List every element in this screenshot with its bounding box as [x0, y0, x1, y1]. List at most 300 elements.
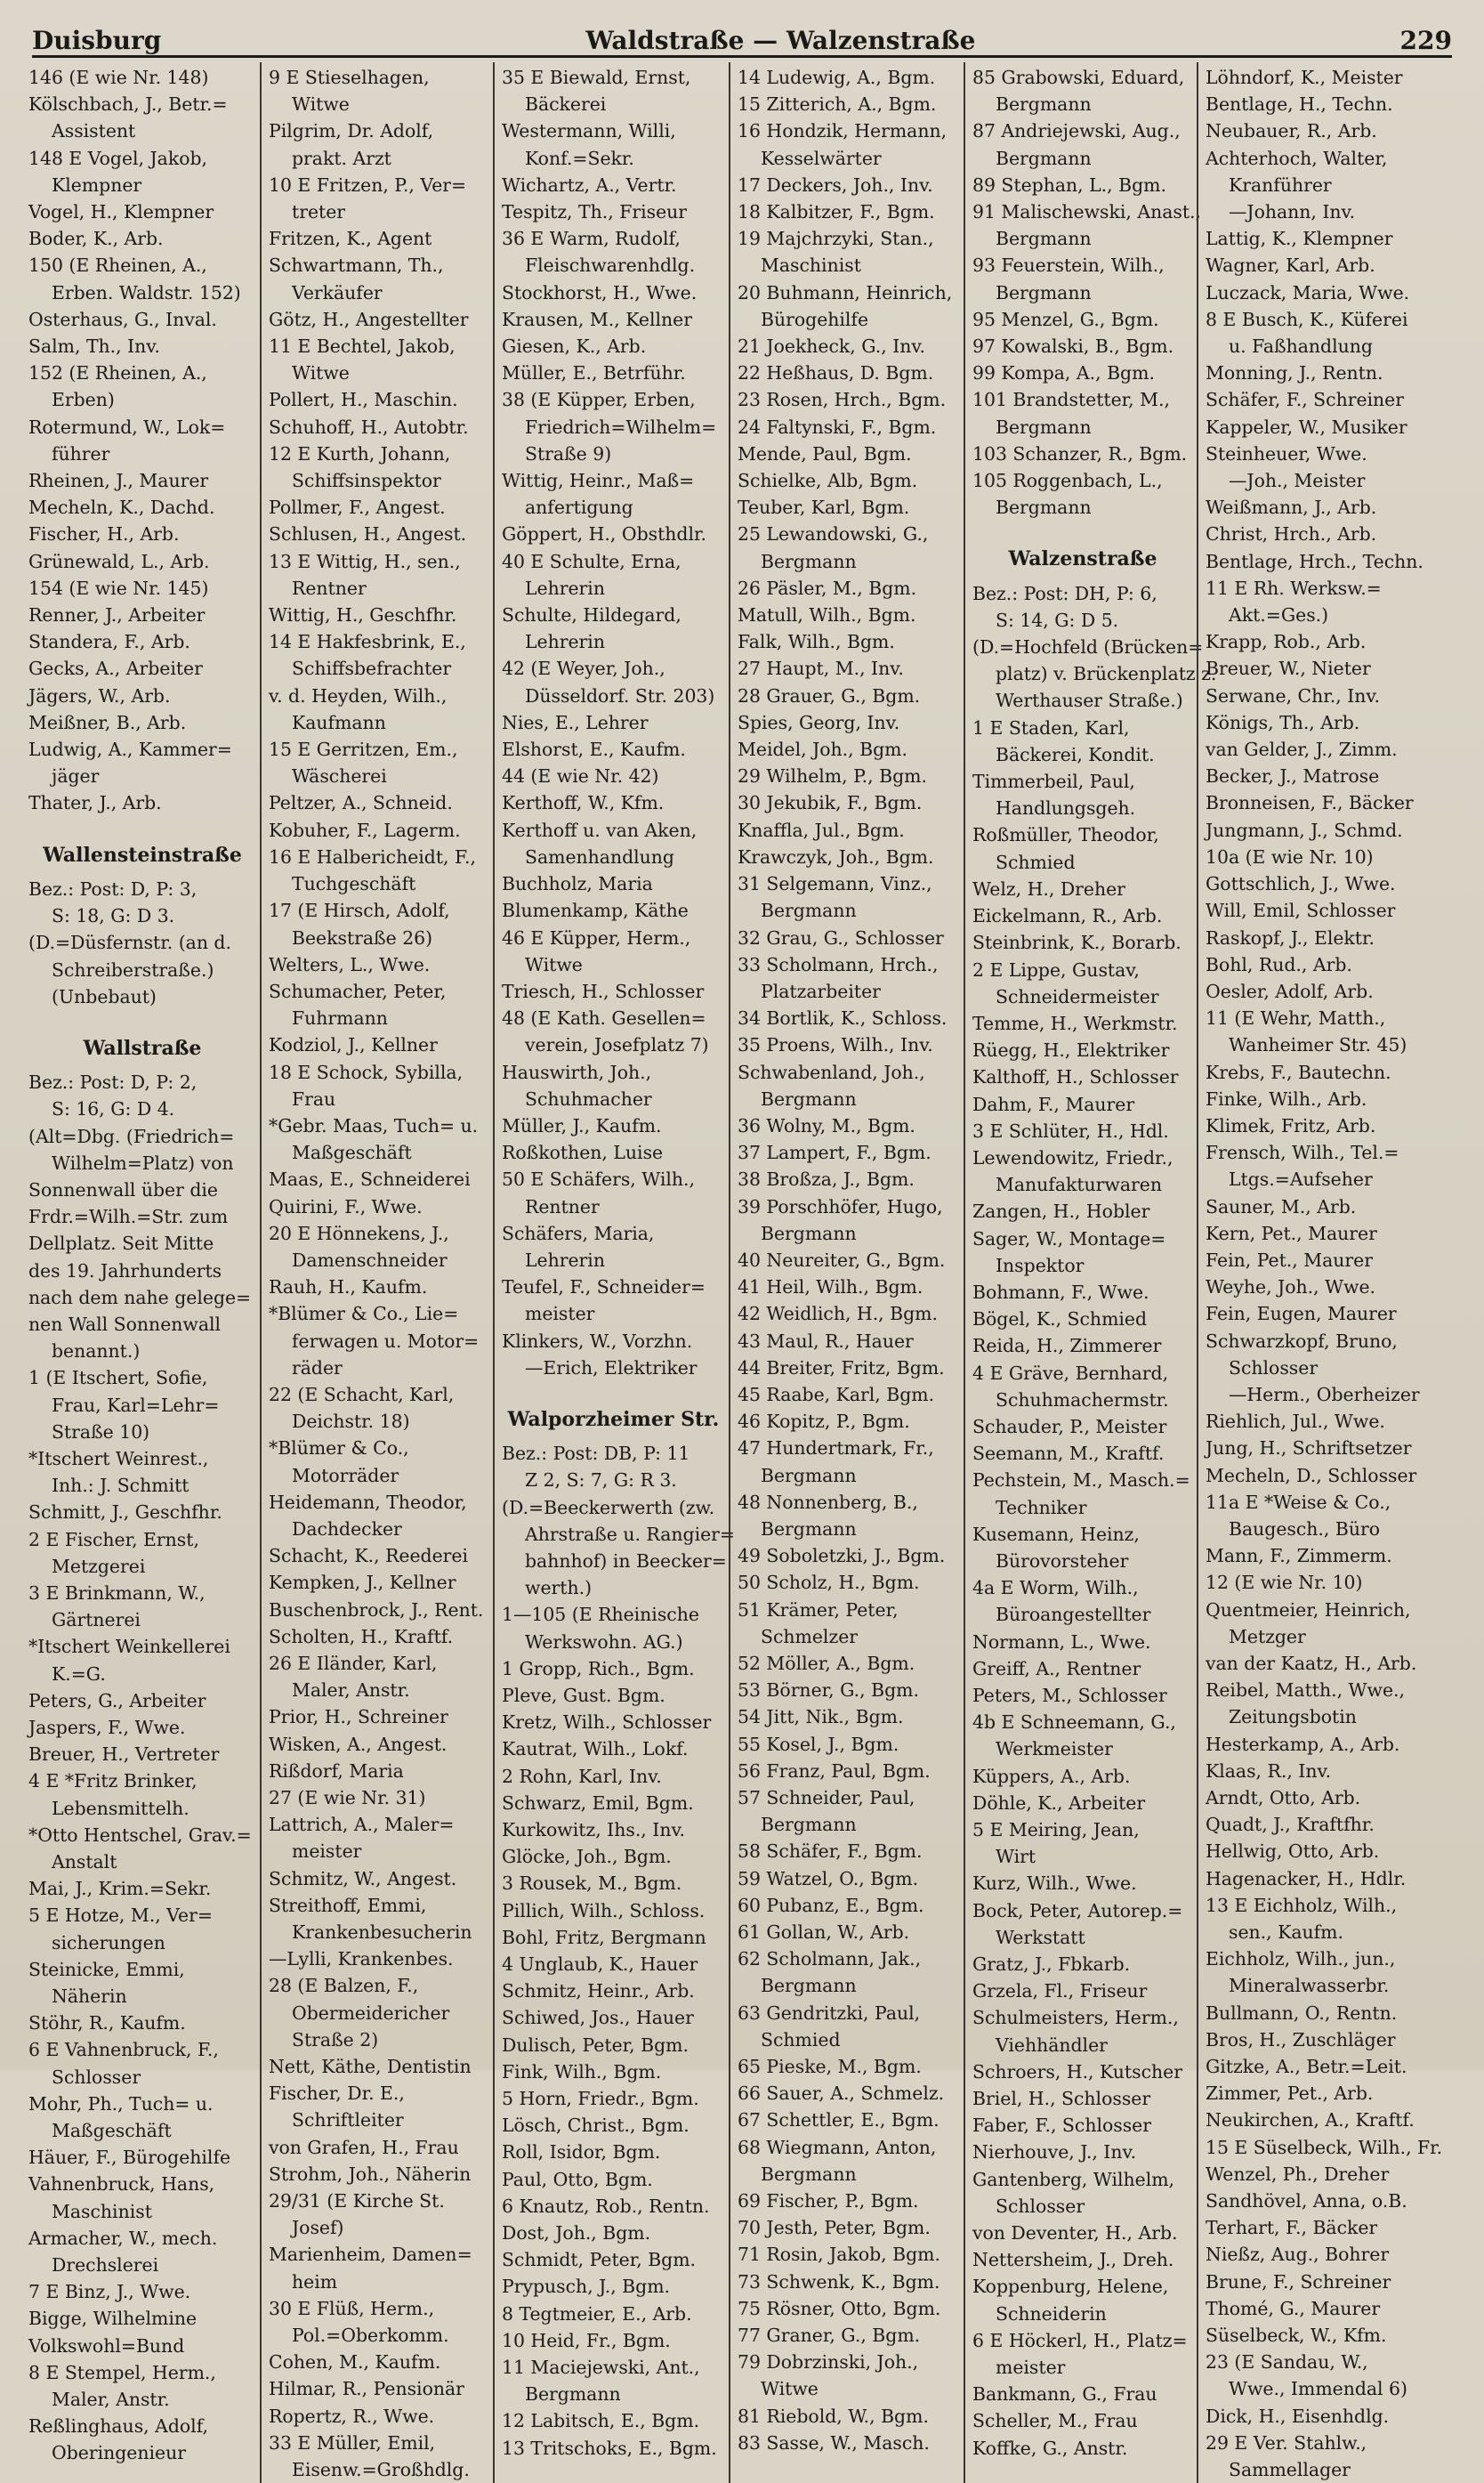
directory-entry-line: Erben. Waldstr. 152)	[52, 281, 241, 303]
directory-entry-line: sen., Kaufm.	[1229, 1921, 1343, 1944]
directory-entry-line: Kurkowitz, Ihs., Inv.	[502, 1819, 686, 1840]
directory-entry-line: Maas, E., Schneiderei	[269, 1169, 471, 1191]
directory-entry-line: 17 Deckers, Joh., Inv.	[738, 174, 933, 196]
directory-entry-line: Kölschbach, J., Betr.=	[28, 93, 228, 116]
directory-entry-line: —Erich, Elektriker	[525, 1356, 698, 1379]
directory-entry-line: Sandhövel, Anna, o.B.	[1206, 2190, 1407, 2212]
directory-entry-line: 56 Franz, Paul, Bgm.	[738, 1759, 931, 1782]
directory-entry-line: Bergmann	[761, 550, 857, 572]
directory-entry-line: (Unbebaut)	[52, 985, 157, 1007]
directory-entry-line: Scheller, M., Frau	[972, 2410, 1138, 2432]
directory-entry-line: Bullmann, O., Rentn.	[1206, 2002, 1398, 2024]
directory-entry-line: Bäckerei	[525, 93, 607, 116]
directory-entry-line: platz) v. Brückenplatz z.	[996, 663, 1217, 685]
directory-entry-line: 22 Heßhaus, D. Bgm.	[738, 362, 934, 384]
directory-entry-line: Handlungsgeh.	[996, 797, 1136, 820]
directory-entry-line: Raskopf, J., Elektr.	[1206, 926, 1375, 949]
directory-entry-line: 3 Rousek, M., Bgm.	[502, 1872, 682, 1895]
directory-entry-line: 48 Nonnenberg, B.,	[738, 1491, 918, 1513]
directory-entry-line: Bohl, Fritz, Bergmann	[502, 1926, 706, 1948]
directory-entry-line: Bergmann	[761, 1464, 857, 1486]
directory-entry-line: Werkmeister	[996, 1738, 1113, 1760]
directory-entry-line: Teufel, F., Schneider=	[502, 1276, 706, 1298]
directory-entry-line: Viehhändler	[996, 2034, 1108, 2056]
directory-entry-line: meister	[996, 2357, 1066, 2379]
directory-entry-line: Kusemann, Heinz,	[972, 1523, 1140, 1545]
directory-entry-line: Frau	[292, 1088, 336, 1110]
directory-entry-line: 44 (E wie Nr. 42)	[502, 765, 659, 788]
directory-entry-line: Bez.: Post: D, P: 3,	[28, 878, 198, 900]
directory-entry-line: Vahnenbruck, Hans,	[28, 2173, 215, 2196]
directory-entry-line: Kerthoff, W., Kfm.	[502, 792, 665, 814]
directory-entry-line: 20 Buhmann, Heinrich,	[738, 281, 953, 303]
directory-entry-line: Breuer, H., Vertreter	[28, 1743, 220, 1766]
directory-entry-line: Schulmeisters, Herm.,	[972, 2007, 1179, 2029]
directory-entry-line: 42 Weidlich, H., Bgm.	[738, 1303, 939, 1325]
directory-entry-line: 29/31 (E Kirche St.	[269, 2190, 445, 2212]
directory-columns	[27, 62, 1457, 2481]
directory-entry-line: Hauswirth, Joh.,	[502, 1061, 652, 1083]
directory-entry-line: Schuhmachermstr.	[996, 1388, 1169, 1411]
directory-entry-line: Salm, Th., Inv.	[28, 336, 160, 358]
directory-entry-line: Müller, J., Kaufm.	[502, 1114, 662, 1136]
directory-entry-line: nen Wall Sonnenwall	[28, 1313, 222, 1335]
directory-entry-line: 67 Schettler, E., Bgm.	[738, 2109, 940, 2131]
directory-entry-line: Tespitz, Th., Friseur	[502, 201, 688, 223]
directory-entry-line: Quirini, F., Wwe.	[269, 1195, 423, 1217]
directory-entry-line: Schlosser	[1229, 1356, 1319, 1379]
directory-entry-line: Kautrat, Wilh., Lokf.	[502, 1738, 689, 1760]
directory-entry-line: 103 Schanzer, R., Bgm.	[972, 442, 1188, 465]
directory-entry-line: Reßlinghaus, Adolf,	[28, 2415, 208, 2438]
directory-entry-line: Wenzel, Ph., Dreher	[1206, 2163, 1390, 2185]
directory-entry-line: 22 (E Schacht, Karl,	[269, 1383, 455, 1405]
directory-entry-line: Maßgeschäft	[292, 1142, 412, 1164]
directory-entry-line: Bergmann	[525, 2383, 621, 2406]
directory-entry-line: Kaufmann	[292, 711, 386, 733]
directory-entry-line: Bez.: Post: DH, P: 6,	[972, 582, 1157, 604]
directory-entry-line: 81 Riebold, W., Bgm.	[738, 2405, 929, 2427]
directory-entry-line: anfertigung	[525, 497, 633, 519]
directory-entry-line: Fleischwarenhdlg.	[525, 255, 696, 277]
directory-entry-line: 71 Rosin, Jakob, Bgm.	[738, 2244, 940, 2266]
directory-entry-line: 33 E Müller, Emil,	[269, 2431, 436, 2454]
directory-entry-line: Meißner, B., Arb.	[28, 711, 187, 733]
directory-entry-line: Terhart, F., Bäcker	[1206, 2217, 1378, 2239]
directory-entry-line: Hilmar, R., Pensionär	[269, 2378, 464, 2400]
directory-entry-line: Meidel, Joh., Bgm.	[738, 739, 907, 761]
directory-entry-line: Bürovorsteher	[996, 1549, 1129, 1572]
directory-entry-line: 35 Proens, Wilh., Inv.	[738, 1034, 933, 1056]
directory-entry-line: Büroangestellter	[996, 1604, 1151, 1626]
directory-entry-line: Bergmann	[996, 228, 1092, 250]
directory-entry-line: 23 (E Sandau, W.,	[1206, 2351, 1368, 2374]
directory-entry-line: Krawczyk, Joh., Bgm.	[738, 845, 934, 868]
directory-entry-line: Fein, Eugen, Maurer	[1206, 1303, 1397, 1325]
directory-entry-line: Platzarbeiter	[761, 980, 881, 1002]
directory-entry-line: Deichstr. 18)	[292, 1411, 410, 1433]
directory-entry-line: 16 E Halbericheidt, F.,	[269, 845, 476, 868]
directory-entry-line: 75 Rösner, Otto, Bgm.	[738, 2297, 941, 2319]
directory-entry-line: Arndt, Otto, Arb.	[1206, 1787, 1361, 1808]
directory-entry-line: Ludwig, A., Kammer=	[28, 739, 232, 761]
directory-entry-line: 6 Knautz, Rob., Rentn.	[502, 2195, 710, 2217]
directory-entry-line: 6 E Vahnenbruck, F.,	[28, 2039, 219, 2061]
directory-entry-line: 58 Schäfer, F., Bgm.	[738, 1840, 923, 1863]
directory-entry-line: Roll, Isidor, Bgm.	[502, 2141, 661, 2164]
directory-entry-line: Jung, H., Schriftsetzer	[1206, 1437, 1412, 1460]
directory-entry-line: Schuhoff, H., Autobtr.	[269, 416, 469, 438]
directory-entry-line: S: 14, G: D 5.	[996, 609, 1119, 631]
directory-entry-line: Rotermund, W., Lok=	[28, 416, 226, 438]
directory-entry-line: 12 (E wie Nr. 10)	[1206, 1572, 1363, 1594]
directory-entry-line: nach dem nahe gelege=	[28, 1286, 252, 1308]
directory-entry-line: Gärtnerei	[52, 1609, 141, 1631]
directory-entry-line: Bergmann	[761, 1517, 857, 1540]
directory-entry-line: Standera, F., Arb.	[28, 631, 190, 653]
directory-entry-line: Mende, Paul, Bgm.	[738, 442, 912, 465]
directory-entry-line: Giesen, K., Arb.	[502, 336, 647, 358]
directory-entry-line: Timmerbeil, Paul,	[972, 771, 1135, 793]
directory-entry-line: Maler, Anstr.	[52, 2389, 170, 2411]
directory-entry-line: Götz, H., Angestellter	[269, 308, 469, 330]
directory-entry-line: Reida, H., Zimmerer	[972, 1335, 1162, 1357]
directory-entry-line: von Grafen, H., Frau	[269, 2136, 459, 2158]
directory-entry-line: 13 E Wittig, H., sen.,	[269, 550, 461, 572]
page-number: 229	[1399, 26, 1452, 55]
directory-entry-line: Bronneisen, F., Bäcker	[1206, 792, 1414, 814]
directory-entry-line: Sager, W., Montage=	[972, 1227, 1166, 1250]
directory-entry-line: 31 Selgemann, Vinz.,	[738, 873, 932, 895]
directory-entry-line: 152 (E Rheinen, A.,	[28, 362, 207, 384]
directory-entry-line: Steinbrink, K., Borarb.	[972, 932, 1182, 954]
directory-entry-line: Bohmann, F., Wwe.	[972, 1281, 1149, 1303]
directory-entry-line: 66 Sauer, A., Schmelz.	[738, 2083, 945, 2105]
directory-entry-line: Mai, J., Krim.=Sekr.	[28, 1878, 212, 1900]
directory-entry-line: Osterhaus, G., Inval.	[28, 308, 217, 330]
directory-entry-line: 21 Joekheck, G., Inv.	[738, 336, 926, 358]
directory-entry-line: Werkswohn. AG.)	[525, 1630, 683, 1653]
directory-entry-line: Bock, Peter, Autorep.=	[972, 1899, 1183, 1921]
directory-entry-line: Zeitungsbotin	[1229, 1706, 1357, 1728]
directory-entry-line: Schwartmann, Th.,	[269, 255, 444, 277]
directory-entry-line: Lattrich, A., Maler=	[269, 1814, 455, 1836]
directory-entry-line: Bergmann	[996, 497, 1092, 519]
directory-entry-line: Elshorst, E., Kaufm.	[502, 739, 686, 761]
directory-entry-line: Straße 2)	[292, 2028, 379, 2050]
directory-entry-line: Z 2, S: 7, G: R 3.	[525, 1469, 677, 1492]
directory-entry-line: Pillich, Wilh., Schloss.	[502, 1899, 706, 1921]
directory-entry-line: Dellplatz. Seit Mitte	[28, 1233, 214, 1255]
directory-entry-line: 40 E Schulte, Erna,	[502, 550, 682, 572]
directory-entry-line: Zimmer, Pet., Arb.	[1206, 2083, 1374, 2105]
directory-entry-line: 2 E Lippe, Gustav,	[972, 958, 1140, 981]
directory-entry-line: 150 (E Rheinen, A.,	[28, 255, 207, 277]
directory-entry-line: heim	[292, 2270, 338, 2293]
directory-entry-line: (D.=Hochfeld (Brücken=	[972, 636, 1204, 659]
directory-entry-line: Mann, F., Zimmerm.	[1206, 1545, 1392, 1567]
column-4	[729, 62, 964, 2483]
directory-entry-line: 46 Kopitz, P., Bgm.	[738, 1411, 910, 1433]
directory-entry-line: 63 Gendritzki, Paul,	[738, 2002, 921, 2024]
directory-entry-line: 28 (E Balzen, F.,	[269, 1975, 419, 1997]
directory-entry-line: 148 E Vogel, Jakob,	[28, 147, 207, 169]
directory-entry-line: Strohm, Joh., Näherin	[269, 2163, 472, 2185]
directory-entry-line: Pol.=Oberkomm.	[292, 2325, 449, 2347]
directory-entry-line: Maler, Anstr.	[292, 1679, 410, 1702]
directory-entry-line: Wisken, A., Angest.	[269, 1733, 448, 1755]
directory-entry-line: 89 Stephan, L., Bgm.	[972, 174, 1166, 196]
directory-entry-line: Rheinen, J., Maurer	[28, 470, 209, 492]
directory-entry-line: Vogel, H., Klempner	[28, 201, 214, 223]
directory-entry-line: 13 Tritschoks, E., Bgm.	[502, 2437, 717, 2459]
directory-entry-line: Jaspers, F., Wwe.	[28, 1716, 186, 1738]
directory-entry-line: Drechslerei	[52, 2254, 159, 2277]
directory-entry-line: Königs, Th., Arb.	[1206, 711, 1360, 733]
directory-entry-line: Lattig, K., Klempner	[1206, 228, 1393, 250]
directory-entry-line: 4 E Gräve, Bernhard,	[972, 1362, 1169, 1384]
directory-entry-line: 45 Raabe, Karl, Bgm.	[738, 1383, 935, 1405]
directory-entry-line: Welz, H., Dreher	[972, 878, 1125, 900]
directory-entry-line: Fischer, H., Arb.	[28, 523, 180, 546]
directory-entry-line: Rißdorf, Maria	[269, 1759, 404, 1782]
directory-entry-line: 10 E Fritzen, P., Ver=	[269, 174, 467, 196]
directory-entry-line: räder	[292, 1356, 343, 1379]
directory-entry-line: Peters, G., Arbeiter	[28, 1689, 206, 1711]
directory-entry-line: Witwe	[292, 362, 350, 384]
directory-entry-line: Inh.: J. Schmitt	[52, 1475, 190, 1497]
directory-entry-line: Friedrich=Wilhelm=	[525, 416, 717, 438]
directory-entry-line: Weißmann, J., Arb.	[1206, 497, 1377, 519]
directory-entry-line: Zangen, H., Hobler	[972, 1201, 1150, 1223]
directory-entry-line: Schmelzer	[761, 1625, 859, 1647]
directory-entry-line: Witwe	[525, 953, 583, 975]
directory-entry-line: Hagenacker, H., Hdlr.	[1206, 1867, 1407, 1889]
directory-entry-line: Bergmann	[996, 93, 1092, 116]
directory-entry-line: Gottschlich, J., Wwe.	[1206, 873, 1396, 895]
directory-entry-line: Rüegg, H., Elektriker	[972, 1039, 1170, 1062]
directory-entry-line: Küppers, A., Arb.	[972, 1765, 1131, 1787]
directory-entry-line: Pechstein, M., Masch.=	[972, 1469, 1190, 1492]
directory-entry-line: —Herm., Oberheizer	[1229, 1383, 1420, 1405]
directory-entry-line: u. Faßhandlung	[1229, 336, 1373, 358]
directory-entry-line: Kempken, J., Kellner	[269, 1572, 456, 1594]
directory-entry-line: 26 E Iländer, Karl,	[269, 1652, 438, 1674]
directory-entry-line: Nießz, Aug., Bohrer	[1206, 2244, 1390, 2266]
directory-entry-line: Anstalt	[52, 1851, 117, 1872]
directory-entry-line: Klinkers, W., Vorzhn.	[502, 1330, 693, 1352]
directory-entry-line: Bergmann	[761, 1222, 857, 1244]
directory-entry-line: Mecheln, D., Schlosser	[1206, 1464, 1417, 1486]
directory-entry-line: Bergmann	[996, 147, 1092, 169]
directory-entry-line: Teuber, Karl, Bgm.	[738, 497, 910, 519]
directory-entry-line: Kobuher, F., Lagerm.	[269, 819, 461, 841]
street-heading: Wallstraße	[83, 1036, 202, 1060]
directory-entry-line: Wäscherei	[292, 765, 387, 788]
directory-entry-line: 38 Broßza, J., Bgm.	[738, 1169, 915, 1191]
directory-entry-line: Schwabenland, Joh.,	[738, 1061, 925, 1083]
directory-entry-line: 91 Malischewski, Anast.,	[972, 201, 1201, 223]
directory-entry-line: Häuer, F., Bürogehilfe	[28, 2147, 231, 2169]
directory-entry-line: 10 Heid, Fr., Bgm.	[502, 2329, 671, 2351]
directory-entry-line: 49 Soboletzki, J., Bgm.	[738, 1545, 946, 1567]
directory-entry-line: 61 Gollan, W., Arb.	[738, 1921, 910, 1944]
directory-entry-line: Dulisch, Peter, Bgm.	[502, 2034, 689, 2056]
directory-entry-line: Finke, Wilh., Arb.	[1206, 1088, 1367, 1110]
directory-entry-line: 36 E Warm, Rudolf,	[502, 228, 681, 250]
directory-entry-line: Bohl, Rud., Arb.	[1206, 953, 1352, 975]
directory-entry-line: 73 Schwenk, K., Bgm.	[738, 2270, 940, 2293]
directory-entry-line: Schacht, K., Reederei	[269, 1545, 469, 1567]
directory-entry-line: Mineralwasserbr.	[1229, 1975, 1390, 1997]
directory-entry-line: Techniker	[996, 1496, 1087, 1518]
directory-entry-line: von Deventer, H., Arb.	[972, 2222, 1178, 2244]
directory-entry-line: Bögel, K., Schmied	[972, 1308, 1148, 1330]
directory-entry-line: 44 Breiter, Fritz, Bgm.	[738, 1356, 945, 1379]
directory-entry-line: Seemann, M., Kraftf.	[972, 1443, 1165, 1465]
directory-entry-line: Falk, Wilh., Bgm.	[738, 631, 895, 653]
directory-entry-line: Oberingenieur	[52, 2442, 186, 2464]
directory-entry-line: Schiffsinspektor	[292, 470, 441, 492]
directory-entry-line: Matull, Wilh., Bgm.	[738, 604, 916, 627]
directory-entry-line: 4a E Worm, Wilh.,	[972, 1577, 1139, 1599]
directory-entry-line: Cohen, M., Kaufm.	[269, 2351, 441, 2374]
directory-entry-line: Thater, J., Arb.	[28, 792, 162, 814]
directory-entry-line: 8 E Stempel, Herm.,	[28, 2361, 216, 2383]
directory-entry-line: Neukirchen, A., Kraftf.	[1206, 2109, 1415, 2131]
directory-entry-line: Eickelmann, R., Arb.	[972, 905, 1163, 927]
directory-entry-line: 27 Haupt, M., Inv.	[738, 658, 904, 680]
directory-entry-line: Verkäufer	[292, 281, 383, 303]
directory-entry-line: Gantenberg, Wilhelm,	[972, 2168, 1175, 2190]
directory-entry-line: 105 Roggenbach, L.,	[972, 470, 1163, 492]
directory-entry-line: 7 E Binz, J., Wwe.	[28, 2281, 191, 2303]
directory-entry-line: Bergmann	[996, 281, 1092, 303]
directory-entry-line: Schmitz, W., Angest.	[269, 1867, 457, 1889]
directory-entry-line: bahnhof) in Beecker=	[525, 1549, 727, 1572]
directory-entry-line: Süselbeck, W., Kfm.	[1206, 2325, 1387, 2347]
directory-entry-line: Glöcke, Joh., Bgm.	[502, 1846, 672, 1868]
directory-entry-line: 4 Unglaub, K., Hauer	[502, 1953, 698, 1976]
directory-entry-line: Knaffla, Jul., Bgm.	[738, 819, 905, 841]
directory-entry-line: 47 Hundertmark, Fr.,	[738, 1437, 934, 1460]
directory-entry-line: 43 Maul, R., Hauer	[738, 1330, 914, 1352]
directory-entry-line: Witwe	[761, 2378, 819, 2400]
directory-entry-line: Grzela, Fl., Friseur	[972, 1980, 1148, 2002]
directory-entry-line: 2 Rohn, Karl, Inv.	[502, 1765, 662, 1787]
directory-entry-line: 30 Jekubik, F., Bgm.	[738, 792, 923, 814]
directory-entry-line: *Otto Hentschel, Grav.=	[28, 1824, 252, 1846]
directory-entry-line: 28 Grauer, G., Bgm.	[738, 684, 921, 707]
directory-entry-line: Schumacher, Peter,	[269, 980, 447, 1002]
directory-entry-line: Bentlage, Hrch., Techn.	[1206, 550, 1424, 572]
directory-entry-line: Kesselwärter	[761, 147, 882, 169]
directory-entry-line: 38 (E Küpper, Erben,	[502, 389, 696, 411]
directory-entry-line: 99 Kompa, A., Bgm.	[972, 362, 1155, 384]
directory-entry-line: Lebensmittelh.	[52, 1797, 190, 1819]
directory-entry-line: Neubauer, R., Arb.	[1206, 120, 1377, 142]
directory-entry-line: 1 Gropp, Rich., Bgm.	[502, 1657, 695, 1679]
directory-entry-line: Schneiderin	[996, 2302, 1107, 2325]
directory-entry-line: 146 (E wie Nr. 148)	[28, 67, 209, 88]
directory-entry-line: 12 Labitsch, E., Bgm.	[502, 2410, 700, 2432]
directory-entry-line: Wanheimer Str. 45)	[1229, 1034, 1407, 1056]
directory-entry-line: Boder, K., Arb.	[28, 228, 164, 250]
directory-entry-line: Krebs, F., Bautechn.	[1206, 1061, 1391, 1083]
directory-entry-line: Schreiberstraße.)	[52, 958, 214, 981]
directory-entry-line: 14 E Hakfesbrink, E.,	[269, 631, 466, 653]
page-header	[32, 20, 1452, 58]
directory-entry-line: Schiwed, Jos., Hauer	[502, 2007, 694, 2029]
directory-entry-line: Schmidt, Peter, Bgm.	[502, 2249, 697, 2271]
directory-entry-line: Faber, F., Schlosser	[972, 2115, 1151, 2137]
directory-entry-line: Eisenw.=Großhdlg.	[292, 2459, 470, 2481]
directory-entry-line: 83 Sasse, W., Masch.	[738, 2431, 930, 2454]
directory-entry-line: Schwarz, Emil, Bgm.	[502, 1791, 694, 1814]
directory-entry-line: 18 E Schock, Sybilla,	[269, 1061, 464, 1083]
column-3	[493, 62, 736, 2483]
directory-entry-line: 14 Ludewig, A., Bgm.	[738, 67, 936, 88]
directory-entry-line: Fink, Wilh., Bgm.	[502, 2060, 662, 2083]
directory-entry-line: Bergmann	[761, 900, 857, 922]
directory-entry-line: Klimek, Fritz, Arb.	[1206, 1114, 1376, 1136]
directory-entry-line: Wittig, Heinr., Maß=	[502, 470, 695, 492]
directory-entry-line: Lehrerin	[525, 577, 605, 599]
directory-entry-line: Bergmann	[761, 1814, 857, 1836]
directory-entry-line: Samenhandlung	[525, 845, 674, 868]
directory-entry-line: 40 Neureiter, G., Bgm.	[738, 1249, 946, 1271]
directory-entry-line: Marienheim, Damen=	[269, 2244, 472, 2266]
directory-entry-line: Witwe	[292, 93, 350, 116]
directory-entry-line: Schwarzkopf, Bruno,	[1206, 1330, 1398, 1352]
directory-entry-line: Fritzen, K., Agent	[269, 228, 432, 250]
directory-entry-line: Kerthoff u. van Aken,	[502, 819, 698, 841]
directory-entry-line: 77 Graner, G., Bgm.	[738, 2325, 921, 2347]
directory-entry-line: 85 Grabowski, Eduard,	[972, 67, 1185, 88]
directory-entry-line: Bürogehilfe	[761, 308, 869, 330]
directory-entry-line: 69 Fischer, P., Bgm.	[738, 2190, 919, 2212]
directory-entry-line: meister	[292, 1840, 362, 1863]
directory-entry-line: *Itschert Weinrest.,	[28, 1447, 209, 1469]
directory-entry-line: Reibel, Matth., Wwe.,	[1206, 1679, 1405, 1702]
directory-entry-line: 15 E Süselbeck, Wilh., Fr.	[1206, 2136, 1443, 2158]
directory-entry-line: 20 E Hönnekens, J.,	[269, 1222, 449, 1244]
directory-entry-line: Weyhe, Joh., Wwe.	[1206, 1276, 1376, 1298]
directory-entry-line: Schmied	[761, 2028, 841, 2050]
directory-entry-line: verein, Josefplatz 7)	[525, 1034, 709, 1056]
directory-entry-line: Kodziol, J., Kellner	[269, 1034, 438, 1056]
directory-entry-line: Monning, J., Rentn.	[1206, 362, 1383, 384]
directory-entry-line: 87 Andriejewski, Aug.,	[972, 120, 1181, 142]
directory-entry-line: Kappeler, W., Musiker	[1206, 416, 1407, 438]
directory-entry-line: van Gelder, J., Zimm.	[1206, 739, 1398, 761]
directory-entry-line: Gitzke, A., Betr.=Leit.	[1206, 2056, 1407, 2078]
directory-entry-line: Kretz, Wilh., Schlosser	[502, 1711, 712, 1734]
directory-entry-line: Nettersheim, J., Dreh.	[972, 2249, 1174, 2271]
directory-entry-line: Buschenbrock, J., Rent.	[269, 1598, 484, 1621]
street-heading: Walzenstraße	[1008, 547, 1157, 571]
directory-entry-line: Akt.=Ges.)	[1229, 604, 1329, 627]
directory-entry-line: Blumenkamp, Käthe	[502, 900, 689, 922]
directory-entry-line: Fuhrmann	[292, 1007, 388, 1030]
directory-entry-line: Schielke, Alb, Bgm.	[738, 470, 918, 492]
directory-entry-line: Assistent	[52, 120, 136, 142]
directory-entry-line: 54 Jitt, Nik., Bgm.	[738, 1706, 904, 1728]
directory-entry-line: Obermeidericher	[292, 2002, 450, 2024]
directory-entry-line: Ltgs.=Aufseher	[1229, 1169, 1373, 1191]
directory-entry-line: 5 E Meiring, Jean,	[972, 1819, 1140, 1840]
directory-entry-line: Steinicke, Emmi,	[28, 1958, 185, 1980]
